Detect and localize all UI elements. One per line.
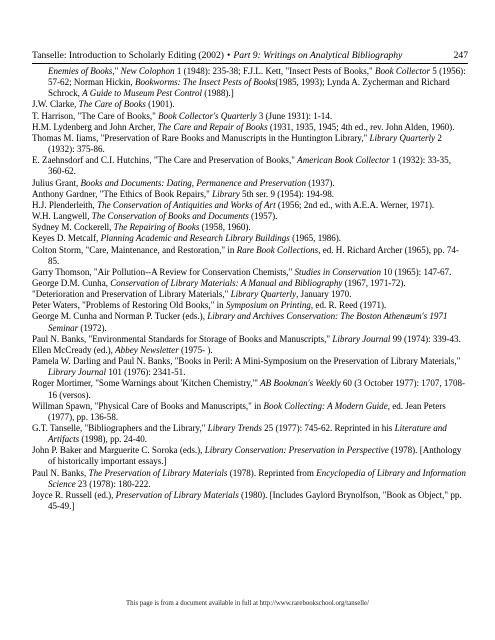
reference-entry bbox=[32, 189, 468, 200]
reference-title: Preservation of Library Materials bbox=[115, 489, 239, 500]
reference-text: E. Zaehnsdorf and C.I. Hutchins, "The Care and Preservation of Books," bbox=[32, 155, 298, 166]
reference-title: The Repairing of Books bbox=[113, 222, 200, 233]
header-section: Part 9: Writings on Analytical Bibliography bbox=[233, 50, 403, 61]
reference-text: (1965, 1986). bbox=[289, 233, 342, 244]
reference-entry bbox=[32, 178, 468, 189]
reference-text: 25 (1977): 745-62. Reprinted in his bbox=[261, 423, 395, 433]
reference-text: Thomas M. Iiams, "Preservation of Rare Books and Manuscripts in the Huntington Library," bbox=[32, 132, 370, 143]
reference-text: (1901). bbox=[145, 99, 175, 110]
reference-title: Library bbox=[212, 188, 240, 199]
reference-text: Keyes D. Metcalf, bbox=[32, 233, 101, 244]
reference-text: Ellen McCready (ed.), bbox=[32, 344, 116, 355]
reference-text: George M. Cunha and Norman P. Tucker (eds.), bbox=[32, 311, 208, 322]
reference-title: Planning Academic and Research Library Buildings bbox=[100, 233, 290, 244]
reference-text: (1967, 1971-72). bbox=[342, 277, 406, 288]
running-header bbox=[32, 50, 468, 64]
reference-entry bbox=[32, 445, 468, 467]
page-number: 247 bbox=[453, 50, 468, 61]
reference-title: AB Bookman's Weekly bbox=[260, 378, 341, 389]
reference-entry bbox=[32, 222, 468, 233]
reference-text: ," bbox=[112, 66, 121, 76]
reference-text: Sydney M. Cockerell, bbox=[32, 222, 114, 233]
reference-entry bbox=[32, 233, 468, 244]
reference-title: The Conservation of Antiquities and Works of Art bbox=[97, 199, 276, 210]
reference-title: The Care and Repair of Books bbox=[157, 121, 268, 132]
reference-text: W.H. Langwell, bbox=[32, 211, 92, 222]
reference-entry bbox=[32, 289, 468, 300]
reference-text: 10 (1965): 147-67. bbox=[380, 266, 452, 277]
reference-text: 60 (3 October 1977): 1707, 1708-16 (versos). bbox=[48, 378, 466, 400]
reference-text: 1 (1948): 235-38; F.J.L. Kett, "Insect Pests of Books," bbox=[174, 66, 375, 76]
reference-title: Library Journal bbox=[48, 367, 107, 378]
reference-text: (1988).] bbox=[202, 88, 234, 99]
reference-entry bbox=[32, 66, 468, 99]
reference-title: Conservation of Library Materials: A Manual and Bibliography bbox=[110, 277, 343, 288]
reference-entry bbox=[32, 211, 468, 222]
reference-text: (1958, 1960). bbox=[199, 222, 251, 233]
reference-text: T. Harrison, "The Care of Books," bbox=[32, 110, 159, 121]
reference-text: H.M. Lydenberg and John Archer, bbox=[32, 121, 158, 132]
reference-entry bbox=[32, 267, 468, 278]
reference-entry bbox=[32, 300, 468, 311]
reference-text: (1978). Reprinted from bbox=[227, 467, 317, 478]
reference-text: , ed. Jean Peters (1977), pp. 136-58. bbox=[48, 400, 446, 422]
reference-text: George D.M. Cunha, bbox=[32, 277, 111, 288]
reference-entry bbox=[32, 423, 468, 445]
reference-text: (1956; 2nd ed., with A.E.A. Werner, 1971). bbox=[275, 199, 435, 210]
reference-text: 23 (1978): 180-222. bbox=[75, 478, 151, 489]
reference-text: 3 (June 1931): 1-14. bbox=[256, 110, 333, 121]
reference-title: Books and Documents: Dating, Permanence and Preservation bbox=[80, 177, 307, 188]
reference-text: Willman Spawn, "Physical Care of Books and Manuscripts," in bbox=[32, 400, 264, 411]
reference-entry bbox=[32, 490, 468, 512]
reference-title: New Colophon bbox=[120, 66, 175, 76]
header-title: Tanselle: Introduction to Scholarly Editing (2002) bbox=[32, 50, 224, 61]
reference-text: J.W. Clarke, bbox=[32, 99, 79, 110]
reference-text: Joyce R. Russell (ed.), bbox=[32, 489, 116, 500]
reference-title: The Preservation of Library Materials bbox=[88, 467, 228, 478]
reference-text: Roger Mortimer, "Some Warnings about 'Kitchen Chemistry,'" bbox=[32, 378, 261, 389]
reference-text: Anthony Gardner, "The Ethics of Book Repairs," bbox=[32, 188, 213, 199]
reference-title: Library Quarterly bbox=[230, 289, 297, 300]
reference-text: , ed. R. Reed (1971). bbox=[310, 300, 387, 311]
reference-text: (1972). bbox=[78, 322, 107, 333]
reference-entry bbox=[32, 200, 468, 211]
reference-text: Pamela W. Darling and Paul N. Banks, "Books in Peril: A Mini-Symposium on the Preservation of Library Materials," bbox=[32, 356, 461, 367]
reference-title: Rare Book Collections bbox=[236, 244, 319, 255]
reference-text: "Deterioration and Preservation of Library Materials," bbox=[32, 289, 231, 300]
reference-title: Library Trends bbox=[207, 423, 262, 433]
reference-text: (1985, 1993); Lynda A. Zycherman and Richard Schrock, bbox=[48, 77, 450, 99]
reference-title: The Conservation of Books and Documents bbox=[91, 211, 249, 222]
reference-entry bbox=[32, 401, 468, 423]
reference-title: The Care of Books bbox=[78, 99, 146, 110]
reference-title: Book Collecting: A Modern Guide bbox=[263, 400, 388, 411]
reference-text: , January 1970. bbox=[296, 289, 352, 300]
reference-title: Library Journal bbox=[332, 333, 391, 344]
reference-title: Book Collector bbox=[375, 66, 431, 76]
reference-entry bbox=[32, 356, 468, 378]
reference-text: John P. Baker and Marguerite C. Soroka (eds.), bbox=[32, 445, 205, 456]
reference-title: Symposium on Printing bbox=[225, 300, 311, 311]
reference-entry bbox=[32, 122, 468, 133]
reference-text: Colton Storm, "Care, Maintenance, and Restoration," in bbox=[32, 244, 237, 255]
reference-entry bbox=[32, 334, 468, 345]
reference-entry bbox=[32, 155, 468, 177]
reference-text: (1957). bbox=[248, 211, 278, 222]
reference-text: Julius Grant, bbox=[32, 177, 81, 188]
reference-text: 99 (1974): 339-43. bbox=[390, 333, 461, 344]
reference-title: Library Conservation: Preservation in Perspective bbox=[204, 445, 389, 456]
reference-text: (1998), pp. 24-40. bbox=[79, 434, 148, 445]
reference-title: Library Quarterly bbox=[369, 132, 436, 143]
reference-text: (1931, 1935, 1945; 4th ed., rev. John Alden, 1960). bbox=[267, 121, 455, 132]
reference-title: Studies in Conservation bbox=[294, 266, 381, 277]
reference-entry bbox=[32, 99, 468, 110]
reference-title: Enemies of Books bbox=[48, 66, 113, 76]
reference-entry bbox=[32, 468, 468, 490]
reference-text: H.J. Plenderleith, bbox=[32, 199, 98, 210]
reference-text: 5th ser. 9 (1954): 194-98. bbox=[239, 188, 335, 199]
reference-title: American Book Collector bbox=[297, 155, 390, 166]
reference-entry bbox=[32, 111, 468, 122]
reference-title: Book Collector's Quarterly bbox=[158, 110, 257, 121]
reference-title: A Guide to Museum Pest Control bbox=[82, 88, 203, 99]
reference-title: Bookworms: The Insect Pests of Books bbox=[134, 77, 276, 88]
reference-text: (1978). [Anthology of historically important essays.] bbox=[48, 445, 462, 467]
reference-title: Library and Archives Conservation: The Boston Athenæum's 1971 Seminar bbox=[48, 311, 448, 333]
reference-text: 101 (1976): 2341-51. bbox=[106, 367, 186, 378]
reference-title: Literature and Artifacts bbox=[48, 423, 447, 445]
reference-text: (1937). bbox=[306, 177, 335, 188]
reference-text: 2 (1932): 375-86. bbox=[48, 132, 442, 155]
reference-title: Encyclopedia of Library and Information Science bbox=[48, 467, 466, 489]
reference-list bbox=[32, 66, 468, 512]
reference-entry bbox=[32, 245, 468, 267]
reference-text: Peter Waters, "Problems of Restoring Old Books," in bbox=[32, 300, 226, 311]
reference-text: Garry Thomson, "Air Pollution--A Review for Conservation Chemists," bbox=[32, 266, 295, 277]
reference-entry bbox=[32, 133, 468, 155]
reference-entry bbox=[32, 378, 468, 400]
reference-title: Abbey Newsletter bbox=[115, 344, 179, 355]
reference-text: (1980). [Includes Gaylord Brynolfson, "Book as Object," pp. 45-49.] bbox=[48, 489, 462, 512]
reference-text: 5 (1956): 57-62; Norman Hickin, bbox=[48, 66, 466, 88]
reference-entry bbox=[32, 345, 468, 356]
page-footer: This page is from a document available in full at http://www.rarebookschool.org/tanselle/ bbox=[126, 600, 369, 607]
reference-text: Paul N. Banks, bbox=[32, 467, 89, 478]
header-bullet: • bbox=[226, 50, 231, 61]
reference-text: Paul N. Banks, "Environmental Standards for Storage of Books and Manuscripts," bbox=[32, 333, 333, 344]
reference-entry bbox=[32, 278, 468, 289]
reference-text: G.T. Tanselle, "Bibliographers and the Library," bbox=[32, 423, 208, 433]
reference-text: (1975- ). bbox=[178, 344, 213, 355]
reference-text: 1 (1932): 33-35, 360-62. bbox=[48, 155, 451, 177]
reference-entry bbox=[32, 311, 468, 333]
reference-text: , ed. H. Richard Archer (1965), pp. 74-85. bbox=[48, 244, 459, 266]
